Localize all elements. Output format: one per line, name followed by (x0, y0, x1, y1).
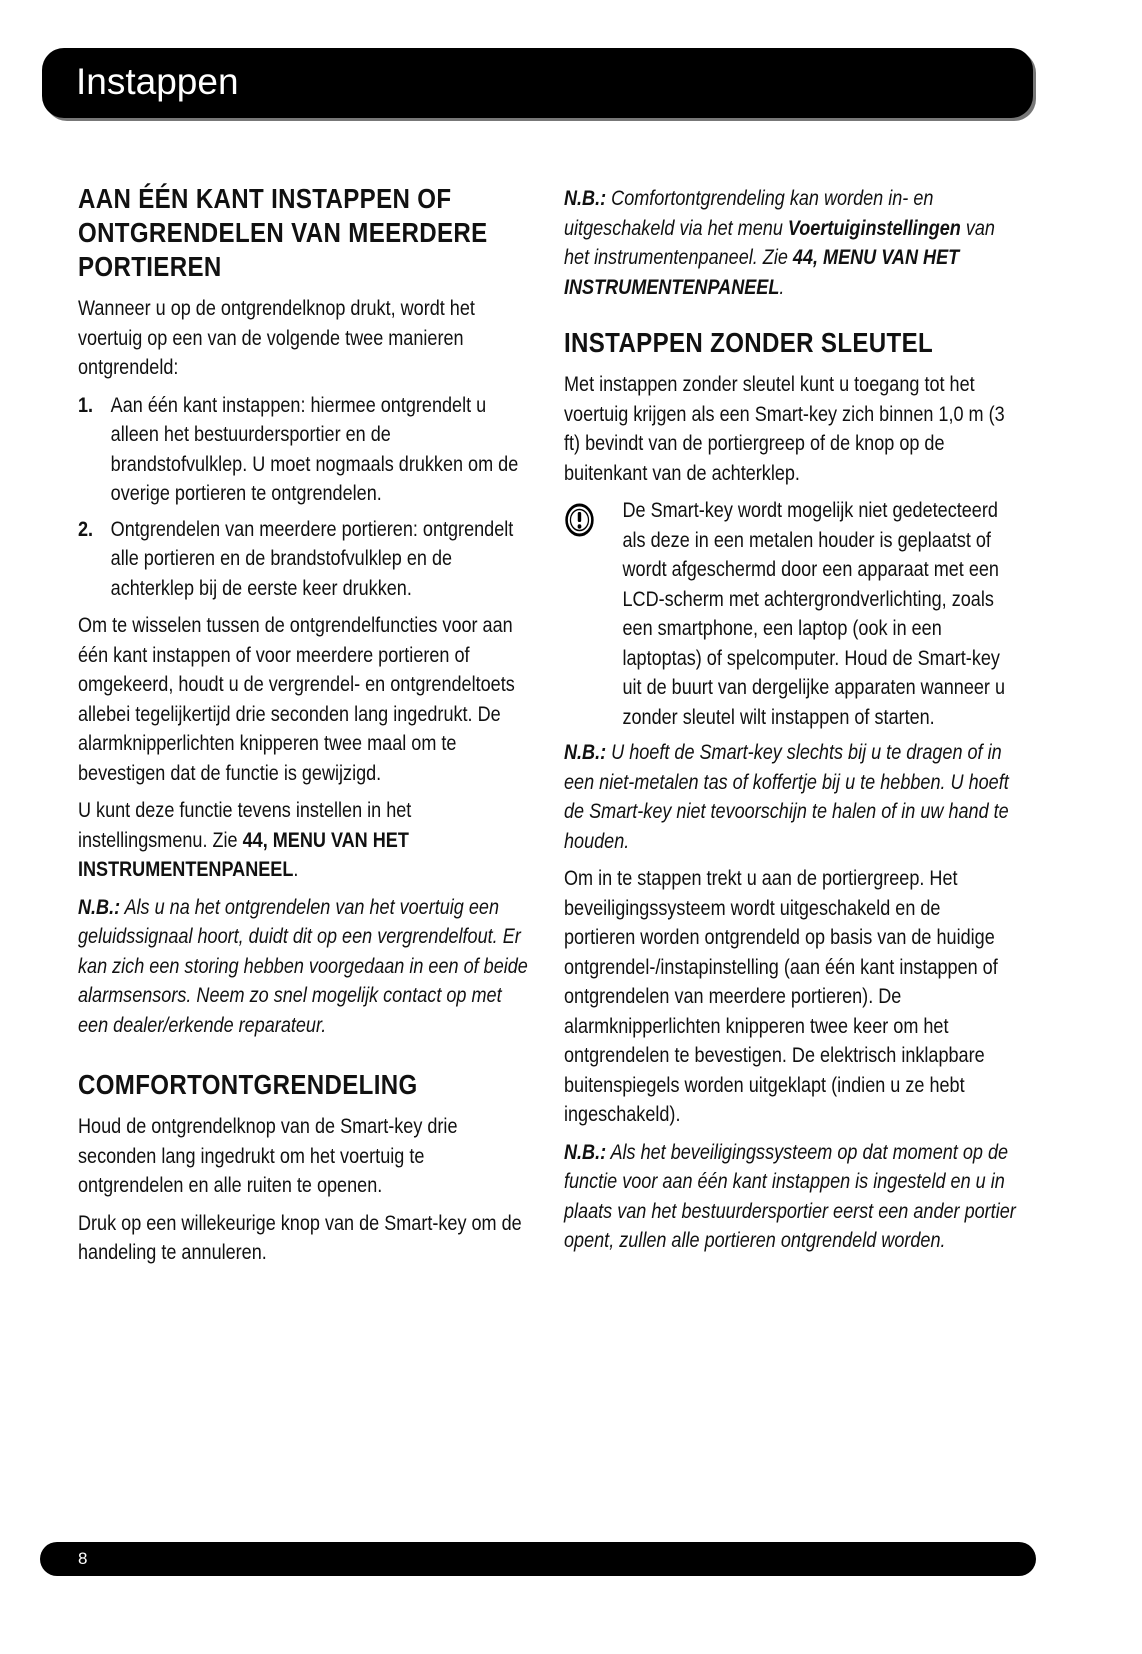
note-text: U hoeft de Smart-key slechts bij u te dragen of in een niet-metalen tas of koffertje bij u te hebben. U hoeft de Smart-key niet tevoorschijn te halen of in uw hand te houden. (564, 741, 1009, 853)
note-label: N.B.: (564, 187, 607, 210)
note-text: Comfortontgrendeling kan worden in- en uitgeschakeld via het menu (564, 187, 934, 240)
keyless-body (564, 370, 1016, 1256)
warning-box (564, 496, 1016, 732)
warning-text: De Smart-key wordt mogelijk niet gedetecteerd als deze in een metalen houder is geplaatst of wordt afgeschermd door een apparaat met een LCD-scherm met achtergrondverlichting, zoals een smartphone, een laptop (ook in een laptoptas) of spelcomputer. Houd de Smart-key uit de buurt van dergelijke apparaten wanneer u zonder sleutel wilt instappen of starten. (622, 499, 1006, 729)
note-paragraph (564, 738, 1016, 856)
keyless-paragraph-2: Om in te stappen trekt u aan de portiergreep. Het beveiligingssysteem wordt uitgeschakeld en de portieren worden ontgrendeld op basis van de huidige ontgrendel-/instapinstelling (aan één kant instappen of ontgrendelen van meerdere portieren). De alarmknipperlichten knipperen twee keer om het ontgrendelen te bevestigen. De elektrisch inklapbare buitenspiegels worden uitgeklapt (indien u ze hebt ingeschakeld). (564, 867, 998, 1126)
footer-bar (40, 1542, 1036, 1576)
list-item (78, 515, 528, 604)
settings-paragraph (78, 796, 528, 885)
cross-reference-link[interactable]: 44, MENU VAN HET INSTRUMENTENPANEEL (78, 828, 409, 881)
note-paragraph (78, 893, 528, 1041)
header-bar (42, 48, 1033, 118)
list-number: 1. (78, 393, 94, 417)
note-paragraph (564, 184, 1016, 302)
page-number: 8 (78, 1549, 88, 1568)
comfort-body (78, 1112, 528, 1268)
section-heading-comfort-unlock: COMFORTONTGRENDELING (78, 1069, 418, 1100)
comfort-paragraph-1: Houd de ontgrendelknop van de Smart-key drie seconden lang ingedrukt om het voertuig te ontgrendelen en alle ruiten te openen. (78, 1115, 458, 1197)
note-label: N.B.: (564, 741, 607, 764)
intro-paragraph: Wanneer u op de ontgrendelknop drukt, wordt het voertuig op een van de volgende twee manieren ontgrendeld: (78, 297, 475, 379)
page-title: Instappen (76, 61, 239, 102)
list-text: Ontgrendelen van meerdere portieren: ontgrendelt alle portieren en de brandstofvulklep en de achterklep bij de eerste keer drukken. (110, 517, 514, 600)
section-heading-keyless-entry: INSTAPPEN ZONDER SLEUTEL (564, 327, 934, 358)
cross-reference-link[interactable]: 44, MENU VAN HET INSTRUMENTENPANEEL (564, 246, 960, 299)
section-heading-one-side-entry: AAN ÉÉN KANT INSTAPPEN OF ONTGRENDELEN VAN MEERDERE PORTIEREN (78, 183, 488, 282)
note-paragraph (564, 1138, 1016, 1256)
warning-icon (564, 496, 622, 542)
settings-text: U kunt deze functie tevens instellen in het instellingsmenu. Zie (78, 799, 412, 852)
left-body (78, 294, 528, 1040)
note-text: Als het beveiligingssysteem op dat moment op de functie voor aan één kant instappen is ingesteld en u in plaats van het bestuurdersportier eerst een ander portier opent, zullen alle portieren ontgrendeld worden. (564, 1140, 1016, 1252)
note-end: . (779, 275, 785, 299)
comfort-paragraph-2: Druk op een willekeurige knop van de Smart-key om de handeling te annuleren. (78, 1211, 522, 1264)
right-body-top (564, 184, 1016, 302)
list-item (78, 391, 528, 509)
list-number: 2. (78, 517, 94, 541)
list-text: Aan één kant instappen: hiermee ontgrendelt u alleen het bestuurdersportier en de brandstofvulklep. U moet nogmaals drukken om de overige portieren te ontgrendelen. (110, 393, 519, 505)
menu-name: Voertuiginstellingen (787, 216, 961, 240)
left-column (78, 182, 528, 1276)
keyless-paragraph-1: Met instappen zonder sleutel kunt u toegang tot het voertuig krijgen als een Smart-key zich binnen 1,0 m (3 ft) bevindt van de portiergreep of de knop op de buitenkant van de achterklep. (564, 373, 1005, 485)
right-column (564, 184, 1016, 1264)
settings-end: . (293, 858, 299, 881)
unlock-modes-list (78, 391, 528, 604)
note-text: Als u na het ontgrendelen van het voertuig een geluidssignaal hoort, duidt dit op een vergrendelfout. Er kan zich een storing hebben voorgedaan in een of beide alarmsensors. Neem zo snel mogelijk contact op met een dealer/erkende reparateur. (78, 895, 528, 1037)
note-label: N.B.: (78, 895, 121, 919)
switch-paragraph: Om te wisselen tussen de ontgrendelfuncties voor aan één kant instappen of voor meerdere portieren of omgekeerd, houdt u de vergrendel- en ontgrendeltoets allebei tegelijkertijd drie seconden lang ingedrukt. De alarmknipperlichten knipperen twee maal om te bevestigen dat de functie is gewijzigd. (78, 614, 515, 785)
note-text: van het instrumentenpaneel. Zie (564, 216, 995, 269)
note-label: N.B.: (564, 1140, 607, 1164)
